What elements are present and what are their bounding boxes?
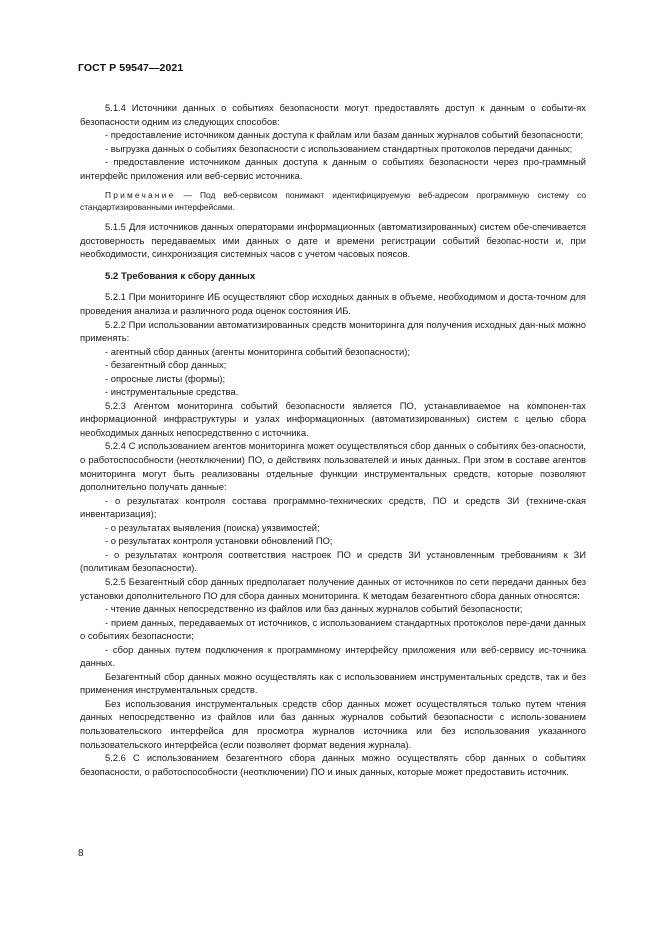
paragraph-agentless-tools: Безагентный сбор данных можно осуществлять как с использованием инструментальных средств, так и без применения инструментальных средств.	[80, 670, 586, 696]
list-item: - о результатах контроля установки обновлений ПО;	[105, 535, 333, 547]
list-item: - безагентный сбор данных;	[105, 359, 227, 371]
paragraph-5-2-5: 5.2.5 Безагентный сбор данных предполагает получение данных от источников по сети передачи данных без установки дополнительного ПО для сбора данных мониторинга. К методам безагентного сбора данных относятся:	[80, 575, 586, 601]
list-item: - прием данных, передаваемых от источников, с использованием стандартных протоколов пере-дачи данных о событиях безопасности;	[80, 616, 586, 642]
paragraph-5-2-2: 5.2.2 При использовании автоматизированных средств мониторинга для получения исходных дан-ных можно применять:	[80, 318, 586, 344]
paragraph-without-tools: Без использования инструментальных средств сбор данных может осуществляться только путем чтения данных непосредственно из файлов или баз данных журналов событий безопасности с исполь-зованием пользовательского интерфейса для просмотра журналов источника или без использования указанного пользовательского интерфейса (если позволяет формат ведения журнала).	[80, 697, 586, 750]
list-item: - опросные листы (формы);	[105, 372, 226, 384]
list-item: - предоставление источником данных доступа к данным о событиях безопасности через про-граммный интерфейс приложения или веб-сервис источника.	[80, 156, 586, 181]
standard-header: ГОСТ Р 59547—2021	[78, 62, 184, 74]
list-item: - сбор данных путем подключения к программному интерфейсу приложения или веб-сервису ис-точника данных.	[80, 643, 586, 669]
list-item: - о результатах контроля соответствия настроек ПО и средств ЗИ установленным требованиям к ЗИ (политикам безопасности).	[80, 548, 586, 574]
paragraph-5-1-4: 5.1.4 Источники данных о событиях безопасности могут предоставлять доступ к данным о событи-ях безопасности одним из следующих способов:	[80, 102, 586, 127]
paragraph-5-2-3: 5.2.3 Агентом мониторинга событий безопасности является ПО, устанавливаемое на компонен-тах информационной инфраструктуры и узлах информационных (автоматизированных) систем с целью сбора необходимых данных непосредственно с источника.	[80, 399, 586, 438]
paragraph-5-2-4: 5.2.4 С использованием агентов мониторинга может осуществляться сбор данных о событиях без-опасности, о работоспособности (неотключении) ПО, о действиях пользователей и иных данных. При этом в составе агентов мониторинга могут быть реализованы отдельные функции инструментальных средств, которые позволяют дополнительно получать данные:	[80, 440, 586, 493]
page-number: 8	[78, 848, 84, 859]
list-item: - выгрузка данных о событиях безопасности с использованием стандартных протоколов передачи данных;	[105, 142, 573, 154]
main-content	[80, 101, 586, 778]
list-item: - предоставление источником данных доступа к файлам или базам данных журналов событий безопасности;	[105, 129, 584, 141]
section-heading-5-2: 5.2 Требования к сбору данных	[105, 270, 256, 282]
list-item: - о результатах контроля состава программно-технических средств, ПО и средств ЗИ (техниче-ская инвентаризация);	[80, 494, 586, 520]
list-item: - агентный сбор данных (агенты мониторинга событий безопасности);	[105, 345, 410, 357]
note-label: Примечание	[105, 190, 176, 201]
paragraph-5-2-6: 5.2.6 С использованием безагентного сбора данных можно осуществлять сбор данных о событиях безопасности, о работоспособности (неотключении) ПО и иных данных, которые может предоставить источник.	[80, 752, 586, 777]
note-text: — Под веб-сервисом понимают идентифицируемую веб-адресом программную систему со стандартизированными интерфейсами.	[80, 190, 586, 213]
paragraph-5-1-5: 5.1.5 Для источников данных операторами информационных (автоматизированных) систем обе-спечивается достоверность передаваемых ими данных о дате и времени регистрации событий безопас-ности и, при необходимости, синхронизация системных часов с учетом часовых поясов.	[80, 221, 586, 260]
list-item: - чтение данных непосредственно из файлов или баз данных журналов событий безопасности;	[105, 603, 523, 615]
paragraph-5-2-1: 5.2.1 При мониторинге ИБ осуществляют сбор исходных данных в объеме, необходимом и доста-точном для проведения анализа и различного рода оценок состояния ИБ.	[80, 291, 586, 317]
list-item: - о результатах выявления (поиска) уязвимостей;	[105, 521, 320, 533]
note	[80, 189, 586, 213]
list-item: - инструментальные средства.	[105, 386, 239, 398]
